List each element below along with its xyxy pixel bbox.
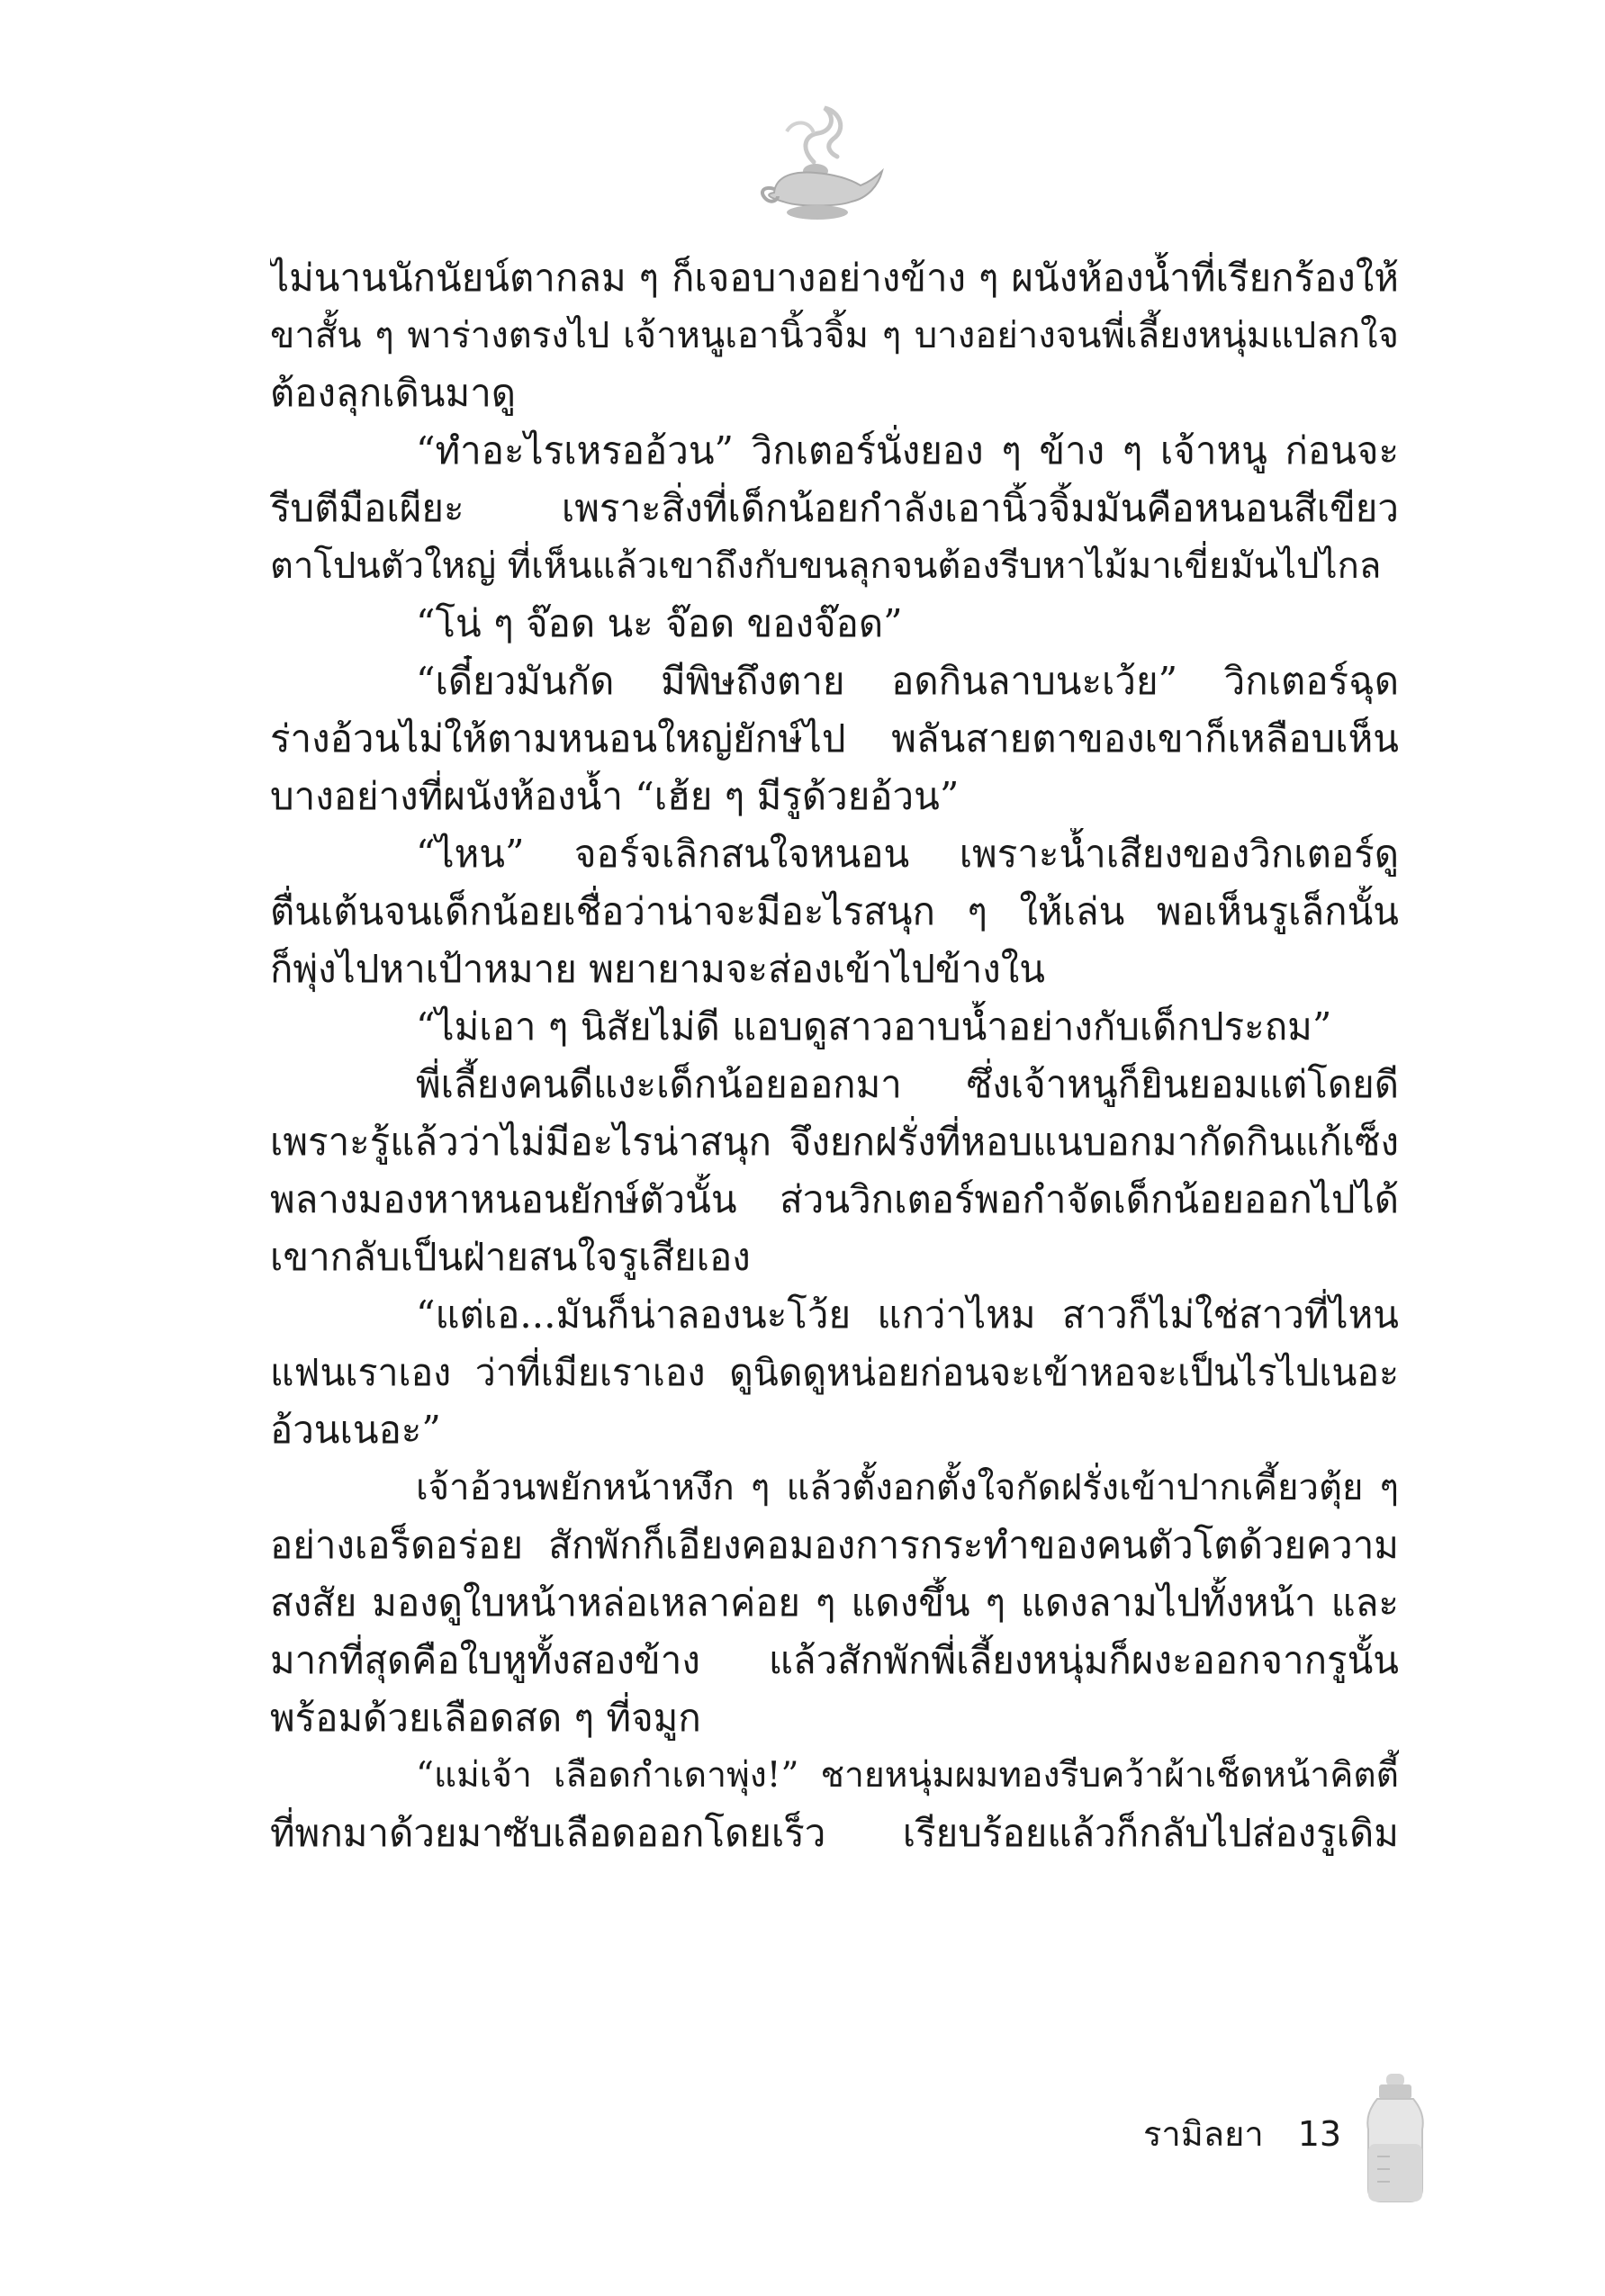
paragraph	[270, 1462, 1399, 1750]
running-title: รามิลยา	[1143, 2114, 1264, 2154]
paragraph	[270, 1289, 1399, 1462]
text-line: ต้องลุกเดินมาดู	[270, 371, 517, 415]
text-line: ไม่นานนักนัยน์ตากลม ๆ ก็เจอบางอย่างข้าง ๆ ผนังห้องน้ำที่เรียกร้องให้	[270, 256, 1399, 300]
paragraph	[270, 1750, 1399, 1865]
text-line: “แม่เจ้า เลือดกำเดาพุ่ง!” ชายหนุ่มผมทองรีบคว้าผ้าเช็ดหน้าคิตตี้	[416, 1755, 1399, 1796]
text-line: รีบตีมือเผียะ เพราะสิ่งที่เด็กน้อยกำลังเอานิ้วจิ้มมันคือหนอนสีเขียว	[270, 486, 1399, 530]
text-line: พร้อมด้วยเลือดสด ๆ ที่จมูก	[270, 1696, 701, 1740]
text-line: ขาสั้น ๆ พาร่างตรงไป เจ้าหนูเอานิ้วจิ้ม ๆ บางอย่างจนพี่เลี้ยงหนุ่มแปลกใจ	[270, 315, 1399, 356]
text-line: ร่างอ้วนไม่ให้ตามหนอนใหญ่ยักษ์ไป พลันสายตาของเขาก็เหลือบเห็น	[270, 716, 1399, 761]
text-line: “ไหน” จอร์จเลิกสนใจหนอน เพราะน้ำเสียงของวิกเตอร์ดู	[416, 832, 1399, 876]
baby-bottle-icon	[1350, 2070, 1440, 2205]
paragraph	[270, 425, 1399, 598]
text-line: เจ้าอ้วนพยักหน้าหงึก ๆ แล้วตั้งอกตั้งใจกัดฝรั่งเข้าปากเคี้ยวตุ้ย ๆ	[416, 1467, 1399, 1508]
text-line: พลางมองหาหนอนยักษ์ตัวนั้น ส่วนวิกเตอร์พอกำจัดเด็กน้อยออกไปได้	[270, 1177, 1399, 1221]
text-line: พี่เลี้ยงคนดีแงะเด็กน้อยออกมา ซึ่งเจ้าหนูก็ยินยอมแต่โดยดี	[416, 1062, 1399, 1106]
text-line: อย่างเอร็ดอร่อย สักพักก็เอียงคอมองการกระทำของคนตัวโตด้วยความ	[270, 1523, 1399, 1567]
text-line: สงสัย มองดูใบหน้าหล่อเหลาค่อย ๆ แดงขึ้น ๆ แดงลามไปทั้งหน้า และ	[270, 1580, 1399, 1625]
text-line: ก็พุ่งไปหาเป้าหมาย พยายามจะส่องเข้าไปข้างใน	[270, 947, 1045, 991]
body-text	[270, 252, 1399, 1865]
text-line: “แต่เอ...มันก็น่าลองนะโว้ย แกว่าไหม สาวก็ไม่ใช่สาวที่ไหน	[416, 1292, 1399, 1337]
page-folio	[1143, 2106, 1341, 2161]
text-line: แฟนเราเอง ว่าที่เมียเราเอง ดูนิดดูหน่อยก่อนจะเข้าหอจะเป็นไรไปเนอะ	[270, 1351, 1399, 1394]
page-footer	[1107, 2070, 1467, 2205]
magic-lamp-icon	[751, 99, 886, 234]
paragraph	[270, 252, 1399, 425]
paragraph	[270, 655, 1399, 828]
text-line: บางอย่างที่ผนังห้องน้ำ “เฮ้ย ๆ มีรูด้วยอ้วน”	[270, 774, 960, 818]
text-line: “ไม่เอา ๆ นิสัยไม่ดี แอบดูสาวอาบน้ำอย่างกับเด็กประถม”	[416, 1004, 1332, 1049]
paragraph	[270, 828, 1399, 1001]
text-line: “โน่ ๆ จ๊อด นะ จ๊อด ของจ๊อด”	[416, 601, 903, 645]
paragraph	[270, 1058, 1399, 1289]
paragraph	[270, 598, 1399, 655]
paragraph	[270, 1001, 1399, 1058]
text-line: ที่พกมาด้วยมาซับเลือดออกโดยเร็ว เรียบร้อยแล้วก็กลับไปส่องรูเดิม	[270, 1811, 1399, 1855]
text-line: ตื่นเต้นจนเด็กน้อยเชื่อว่าน่าจะมีอะไรสนุก ๆ ให้เล่น พอเห็นรูเล็กนั้น	[270, 889, 1399, 933]
text-line: มากที่สุดคือใบหูทั้งสองข้าง แล้วสักพักพี่เลี้ยงหนุ่มก็ผงะออกจากรูนั้น	[270, 1638, 1399, 1682]
text-line: ตาโปนตัวใหญ่ ที่เห็นแล้วเขาถึงกับขนลุกจนต้องรีบหาไม้มาเขี่ยมันไปไกล	[270, 545, 1382, 587]
text-line: เขากลับเป็นฝ่ายสนใจรูเสียเอง	[270, 1235, 751, 1279]
text-line: “ทำอะไรเหรออ้วน” วิกเตอร์นั่งยอง ๆ ข้าง ๆ เจ้าหนู ก่อนจะ	[416, 428, 1399, 473]
text-line: เพราะรู้แล้วว่าไม่มีอะไรน่าสนุก จึงยกฝรั่งที่หอบแนบอกมากัดกินแก้เซ็ง	[270, 1120, 1399, 1164]
page-number: 13	[1297, 2114, 1342, 2154]
text-line: “เดี๋ยวมันกัด มีพิษถึงตาย อดกินลาบนะเว้ย” วิกเตอร์ฉุด	[416, 659, 1399, 703]
text-line: อ้วนเนอะ”	[270, 1408, 441, 1452]
